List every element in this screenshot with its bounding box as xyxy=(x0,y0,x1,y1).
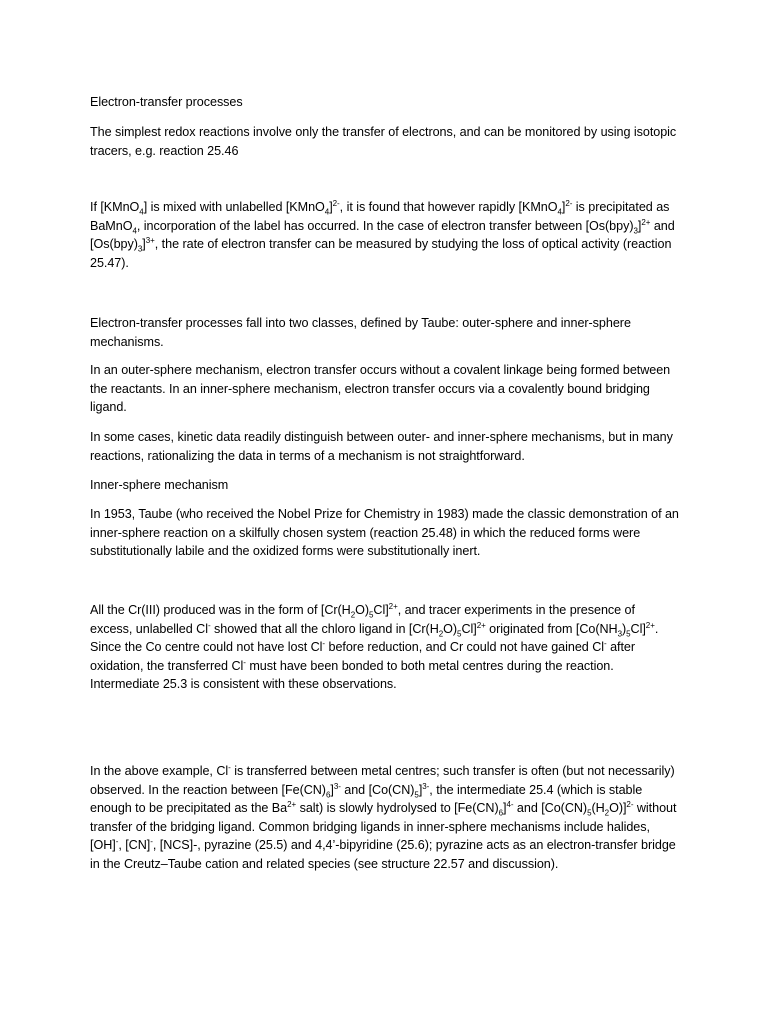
heading-electron-transfer-processes: Electron-transfer processes xyxy=(90,95,243,109)
paragraph-cr-iii-product: All the Cr(III) produced was in the form of $[Cr(H_2O)_5Cl]^{2+}$, and tracer experiments in the presence of excess, unlabelled Cl- showed that all the chloro ligand in $[Cr(H_2O)_5Cl]^{2+}$ originated from $[Co(NH_3)_5Cl]^{2+}$. Since the Co centre could not have lost Cl- before reduction, and Cr could not have gained Cl- after oxidation, the transferred Cl- must have been bonded to both metal centres during the reaction. Intermediate 25.3 is consistent with these observations. xyxy=(90,601,659,691)
paragraph-above-example: In the above example, Cl- is transferred between metal centres; such transfer is often (but not necessarily) observed. In the reaction between $[Fe(CN)_6]^{3-}$ and $[Co(CN)_5]^{3-}$, the intermediate 25.4 (which is stable enough to be precipitated as the $Ba^{2+}$ salt) is slowly hydrolysed to $[Fe(CN)_6]^{4-}$ and $[Co(CN)_5(H_2O)]^{2-}$ without transfer of the bridging ligand. Common bridging ligands in inner-sphere mechanisms include halides, [OH]-, [CN]-, [NCS]-, pyrazine (25.5) and 4,4’-bipyridine (25.6); pyrazine acts as an electron-transfer bridge in the Creutz–Taube cation and related species (see structure 22.57 and discussion). xyxy=(90,762,677,871)
paragraph-kinetic-data: In some cases, kinetic data readily distinguish between outer- and inner-sphere mechanisms, but in many reactions, rationalizing the data in terms of a mechanism is not straightforward. xyxy=(90,430,673,463)
heading-inner-sphere-mechanism: Inner-sphere mechanism xyxy=(90,478,229,492)
paragraph-kmno4-labelling: If [KMnO$_4$] is mixed with unlabelled [KMnO$_4$]$^{2-}$, it is found that however rapidly [KMnO$_4$]$^{2-}$ is precipitated as BaMnO$_4$, incorporation of the label has occurred. In the case of electron transfer between $[Os(bpy)_3]^{2+}$ and $[Os(bpy)_3]^{3+}$, the rate of electron transfer can be measured by studying the loss of optical activity (reaction 25.47). xyxy=(90,198,675,270)
paragraph-two-classes: Electron-transfer processes fall into two classes, defined by Taube: outer-sphere and inner-sphere mechanisms. xyxy=(90,316,631,349)
paragraph-simplest-redox: The simplest redox reactions involve only the transfer of electrons, and can be monitored by using isotopic tracers, e.g. reaction 25.46 xyxy=(90,125,677,158)
paragraph-taube-1953: In 1953, Taube (who received the Nobel Prize for Chemistry in 1983) made the classic demonstration of an inner-sphere reaction on a skilfully chosen system (reaction 25.48) in which the reduced forms were substitutionally labile and the oxidized forms were substitutionally inert. xyxy=(90,507,679,558)
paragraph-outer-sphere: In an outer-sphere mechanism, electron transfer occurs without a covalent linkage being formed between the reactants. In an inner-sphere mechanism, electron transfer occurs via a covalently bound bridging ligand. xyxy=(90,363,671,414)
